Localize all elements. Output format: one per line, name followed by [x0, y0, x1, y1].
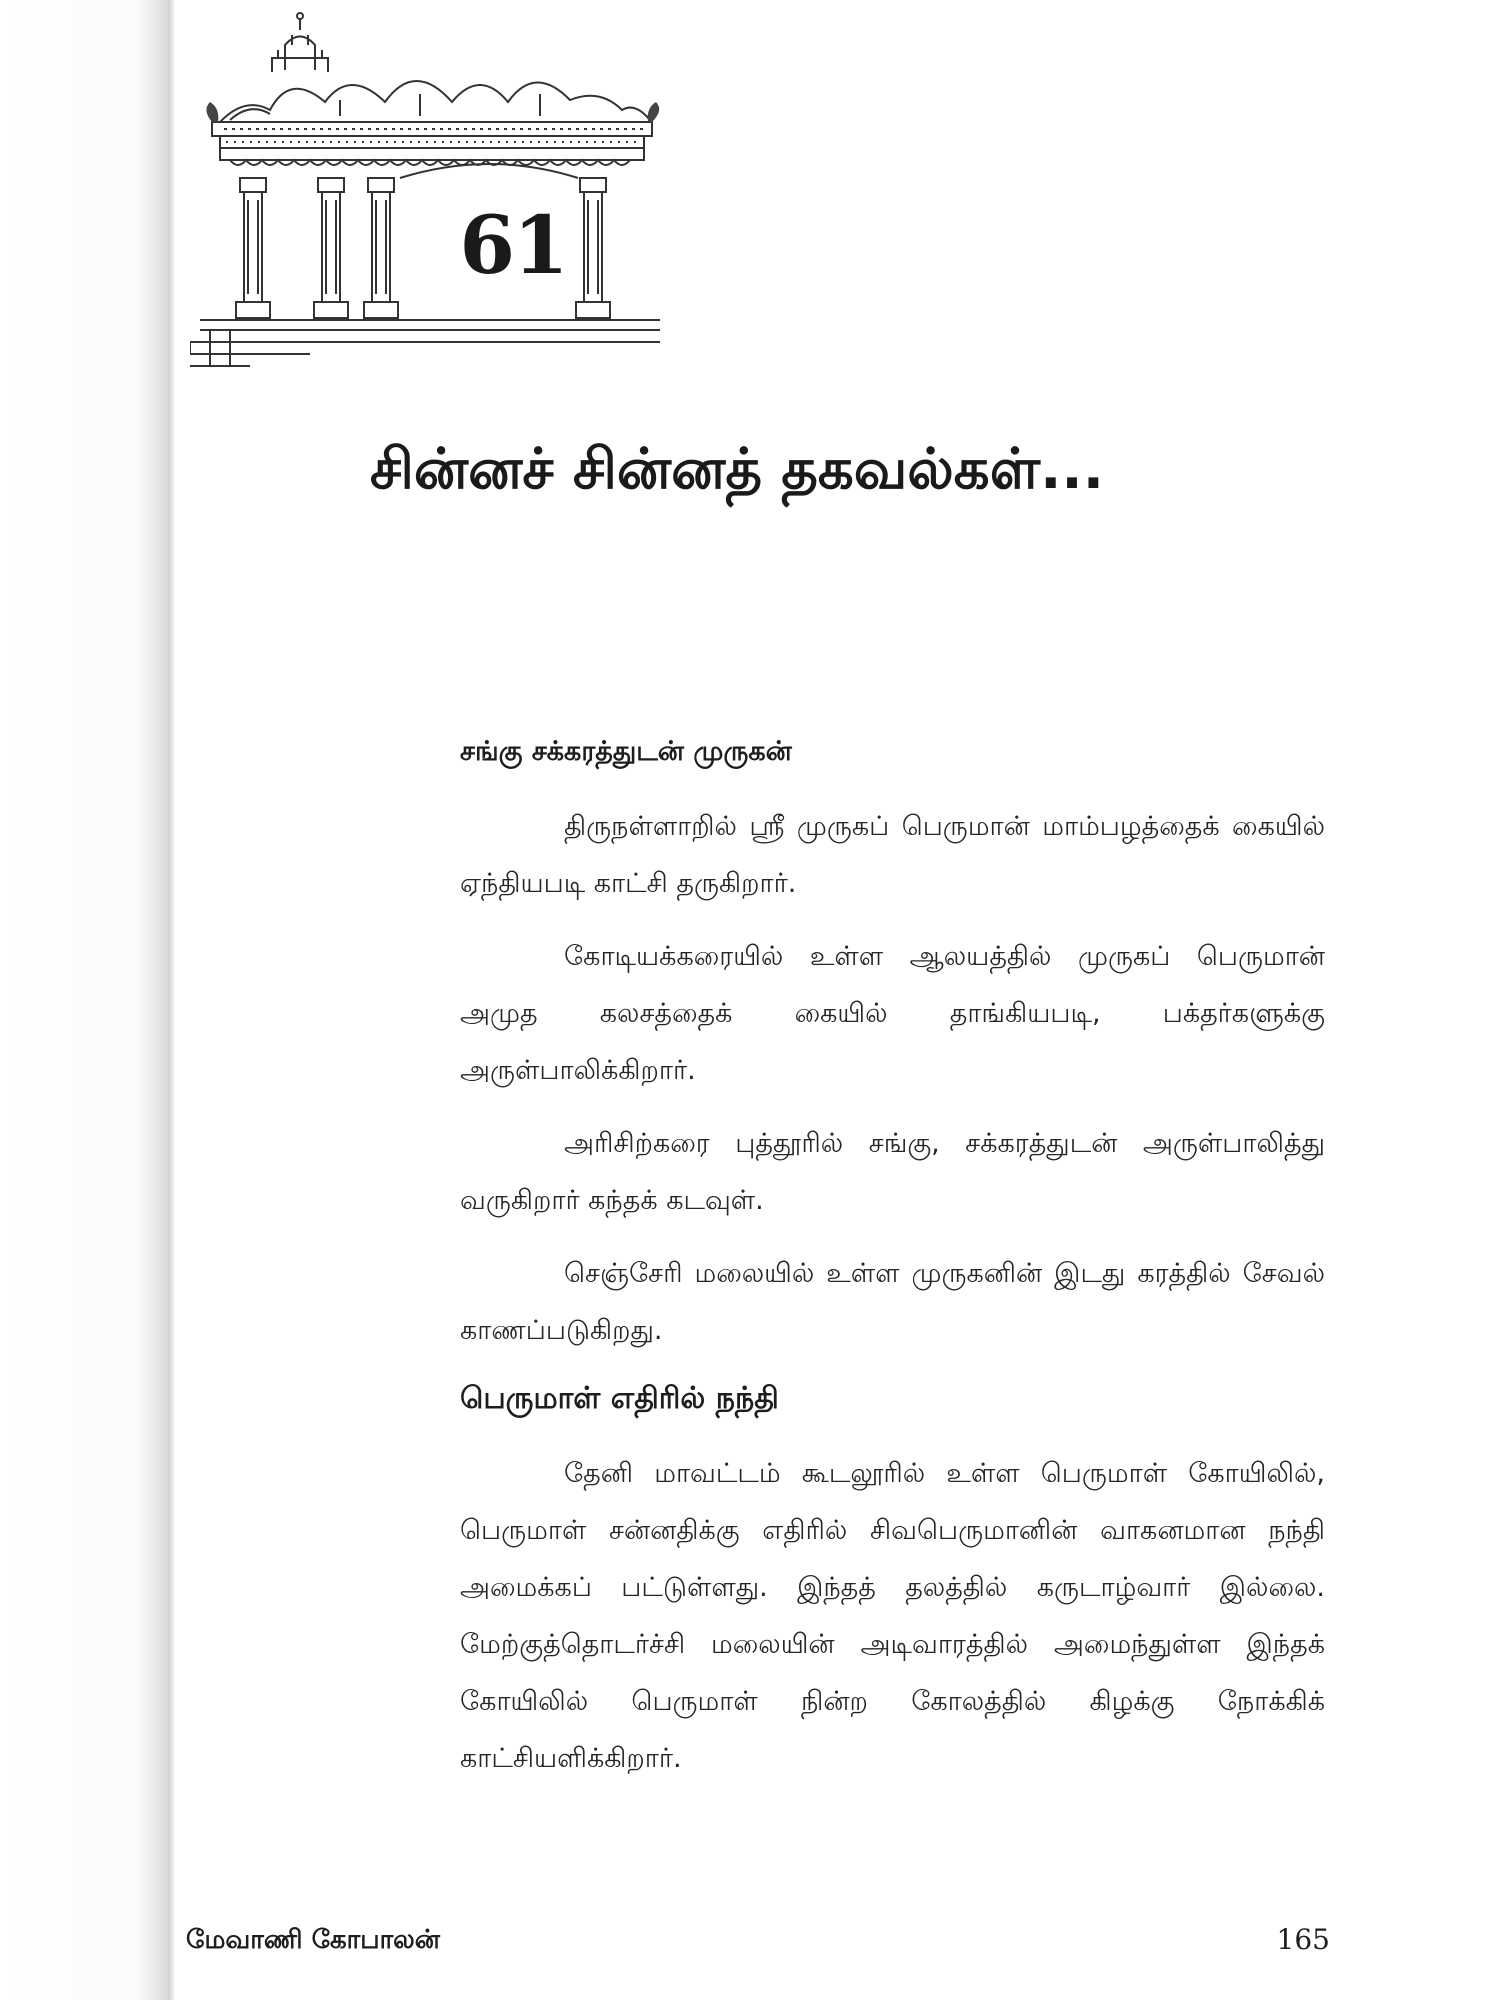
- chapter-body: [460, 732, 1325, 1803]
- page-number: 165: [1276, 1923, 1330, 1956]
- chapter-number: 61: [459, 198, 567, 292]
- book-gutter-shadow: [0, 0, 172, 2000]
- temple-mandapam-illustration: [190, 10, 690, 370]
- section-heading-murugan: சங்கு சக்கரத்துடன் முருகன்: [460, 736, 792, 767]
- footer-author: மேவாணி கோபாலன்: [186, 1925, 440, 1955]
- paragraph: கோடியக்கரையில் உள்ள ஆலயத்தில் முருகப் பெருமான் அமுத கலசத்தைக் கையில் தாங்கியபடி, பக்தர்களுக்கு அருள்பாலிக்கிறார்.: [460, 941, 1325, 1086]
- paragraph: செஞ்சேரி மலையில் உள்ள முருகனின் இடது கரத்தில் சேவல் காணப்படுகிறது.: [460, 1258, 1325, 1346]
- chapter-title: சின்னச் சின்னத் தகவல்கள்...: [370, 437, 1104, 502]
- section-heading-perumal: பெருமாள் எதிரில் நந்தி: [460, 1381, 779, 1416]
- paragraph: தேனி மாவட்டம் கூடலூரில் உள்ள பெருமாள் கோயிலில், பெருமாள் சன்னதிக்கு எதிரில் சிவபெருமானின் வாகனமான நந்தி அமைக்கப் பட்டுள்ளது. இந்தத் தலத்தில் கருடாழ்வார் இல்லை. மேற்குத்தொடர்ச்சி மலையின் அடிவாரத்தில் அமைந்துள்ள இந்தக் கோயிலில் பெருமாள் நின்ற கோலத்தில் கிழக்கு நோக்கிக் காட்சியளிக்கிறார்.: [460, 1458, 1325, 1774]
- paragraph: திருநள்ளாறில் ஸ்ரீ முருகப் பெருமான் மாம்பழத்தைக் கையில் ஏந்தியபடி காட்சி தருகிறார்.: [460, 811, 1325, 899]
- book-gutter-edge: [168, 0, 174, 2000]
- paragraph: அரிசிற்கரை புத்தூரில் சங்கு, சக்கரத்துடன் அருள்பாலித்து வருகிறார் கந்தக் கடவுள்.: [460, 1128, 1325, 1216]
